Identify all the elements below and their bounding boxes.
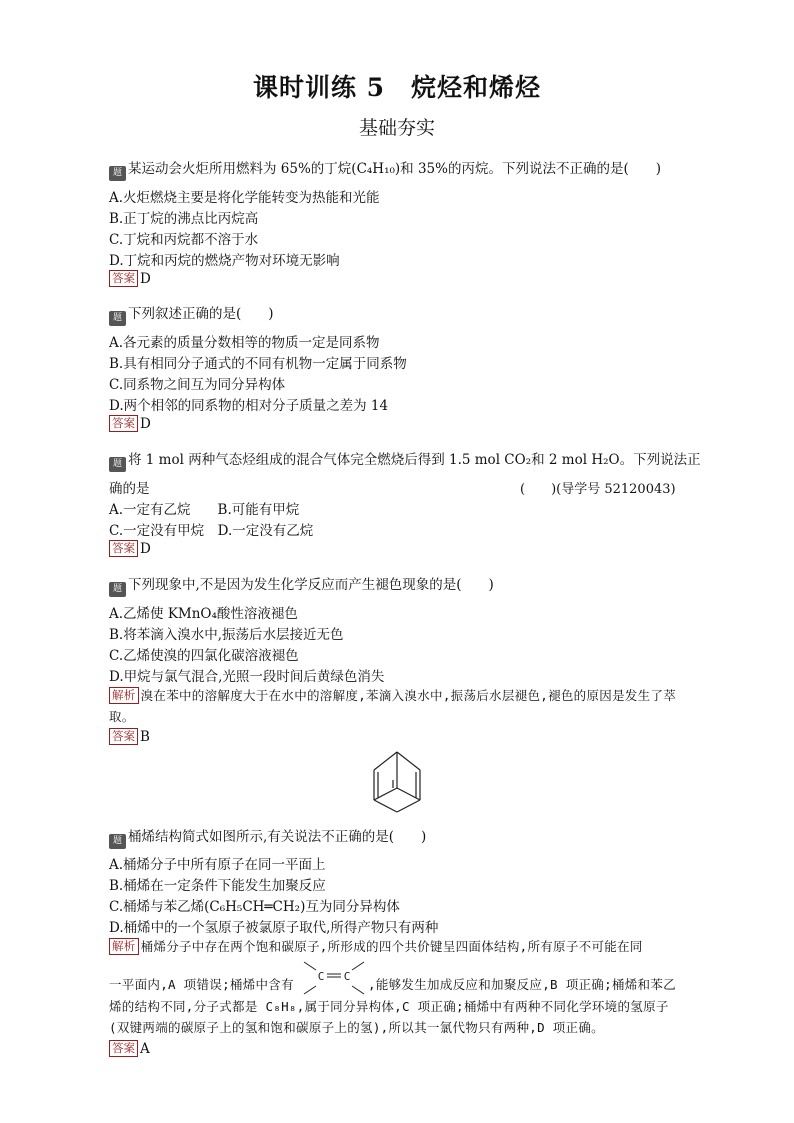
answer-tag: 答案 [109,270,138,287]
section-subtitle: 基础夯实 [358,117,435,139]
answer-tag: 答案 [109,1040,138,1057]
question-4-stem: 题 下列现象中,不是因为发生化学反应而产生褪色现象的是( ) [109,573,494,597]
question-4-option-d: D.甲烷与氯气混合,光照一段时间后黄绿色消失 [109,669,385,685]
double-bond-fragment [300,958,368,998]
analysis-tag: 解析 [109,687,139,704]
question-5-analysis-line4: (双键两端的碳原子上的氢和饱和碳原子上的氢),所以其一氯代物只有两种,D 项正确。 [109,1020,604,1035]
question-1-option-a: A.火炬燃烧主要是将化学能转变为热能和光能 [109,190,380,206]
question-4-analysis: 解析 溴在苯中的溶解度大于在水中的溶解度,苯滴入溴水中,振荡后水层褪色,褪色的原因是发生了萃取。 [109,688,677,724]
question-5-option-a: A.桶烯分子中所有原子在同一平面上 [109,857,326,873]
question-3-reference: ( )(导学号 52120043) [520,482,676,497]
question-1-stem: 题 某运动会火炬所用燃料为 65%的丁烷(C₄H₁₀)和 35%的丙烷。下列说法不正确的是( ) [109,157,661,181]
question-5-option-c: C.桶烯与苯乙烯(C₆H₅CH═CH₂)互为同分异构体 [109,899,400,915]
question-5-analysis-line3: 烯的结构不同,分子式都是 C₈H₈,属于同分异构体,C 项正确;桶烯中有两种不同化学环境的氢原子 [109,999,669,1014]
question-2-option-b: B.具有相同分子通式的不同有机物一定属于同系物 [109,356,407,372]
question-1-answer: 答案 D [109,270,151,287]
question-2-stem: 题 下列叙述正确的是( ) [109,302,274,326]
question-3-stem-line2: 确的是 [109,481,150,497]
question-2-answer: 答案 D [109,415,151,432]
question-2-option-a: A.各元素的质量分数相等的物质一定是同系物 [109,335,380,351]
answer-tag: 答案 [109,415,138,432]
question-1-option-c: C.丁烷和丙烷都不溶于水 [109,232,259,248]
question-4-option-b: B.将苯滴入溴水中,振荡后水层接近无色 [109,627,344,643]
question-5-option-d: D.桶烯中的一个氢原子被氯原子取代,所得产物只有两种 [109,920,439,936]
question-2-option-d: D.两个相邻的同系物的相对分子质量之差为 14 [109,398,389,414]
question-3-options-cd: C.一定没有甲烷 D.一定没有乙烷 [109,523,314,539]
question-icon: 题 [109,457,126,472]
question-3-stem: 题 将 1 mol 两种气态烃组成的混合气体完全燃烧后得到 1.5 mol CO₂和 2 mol H₂O。下列说法正 [109,448,701,472]
question-4-option-a: A.乙烯使 KMnO₄酸性溶液褪色 [109,606,298,622]
question-3-options-ab: A.一定有乙烷 B.可能有甲烷 [109,502,300,518]
page-title: 课时训练 5 烷烃和烯烃 [252,73,542,102]
barrelene-structure-diagram [364,748,430,816]
question-icon: 题 [109,311,126,326]
question-5-stem: 题 桶烯结构简式如图所示,有关说法不正确的是( ) [109,825,426,849]
question-icon: 题 [109,834,126,849]
question-2-option-c: C.同系物之间互为同分异构体 [109,377,286,393]
analysis-tag: 解析 [109,938,139,955]
question-5-analysis-line1: 解析 桶烯分子中存在两个饱和碳原子,所形成的四个共价键呈四面体结构,所有原子不可能在同 [109,936,684,957]
carbon-label-right: C [343,970,351,983]
question-5-answer: 答案 A [109,1040,150,1057]
question-icon: 题 [109,582,126,597]
answer-tag: 答案 [109,728,138,745]
answer-tag: 答案 [109,540,138,557]
question-icon: 题 [109,166,126,181]
question-3-answer: 答案 D [109,540,151,557]
question-1-option-b: B.正丁烷的沸点比丙烷高 [109,211,259,227]
question-4-option-c: C.乙烯使溴的四氯化碳溶液褪色 [109,648,299,664]
question-5-analysis-line2b: ,能够发生加成反应和加聚反应,B 项正确;桶烯和苯乙 [368,977,676,992]
question-5-analysis-line2a: 一平面内,A 项错误;桶烯中含有 [109,977,294,992]
carbon-label-left: C [317,970,325,983]
question-4-answer: 答案 B [109,728,150,745]
question-5-option-b: B.桶烯在一定条件下能发生加聚反应 [109,878,326,894]
question-1-option-d: D.丁烷和丙烷的燃烧产物对环境无影响 [109,253,340,269]
